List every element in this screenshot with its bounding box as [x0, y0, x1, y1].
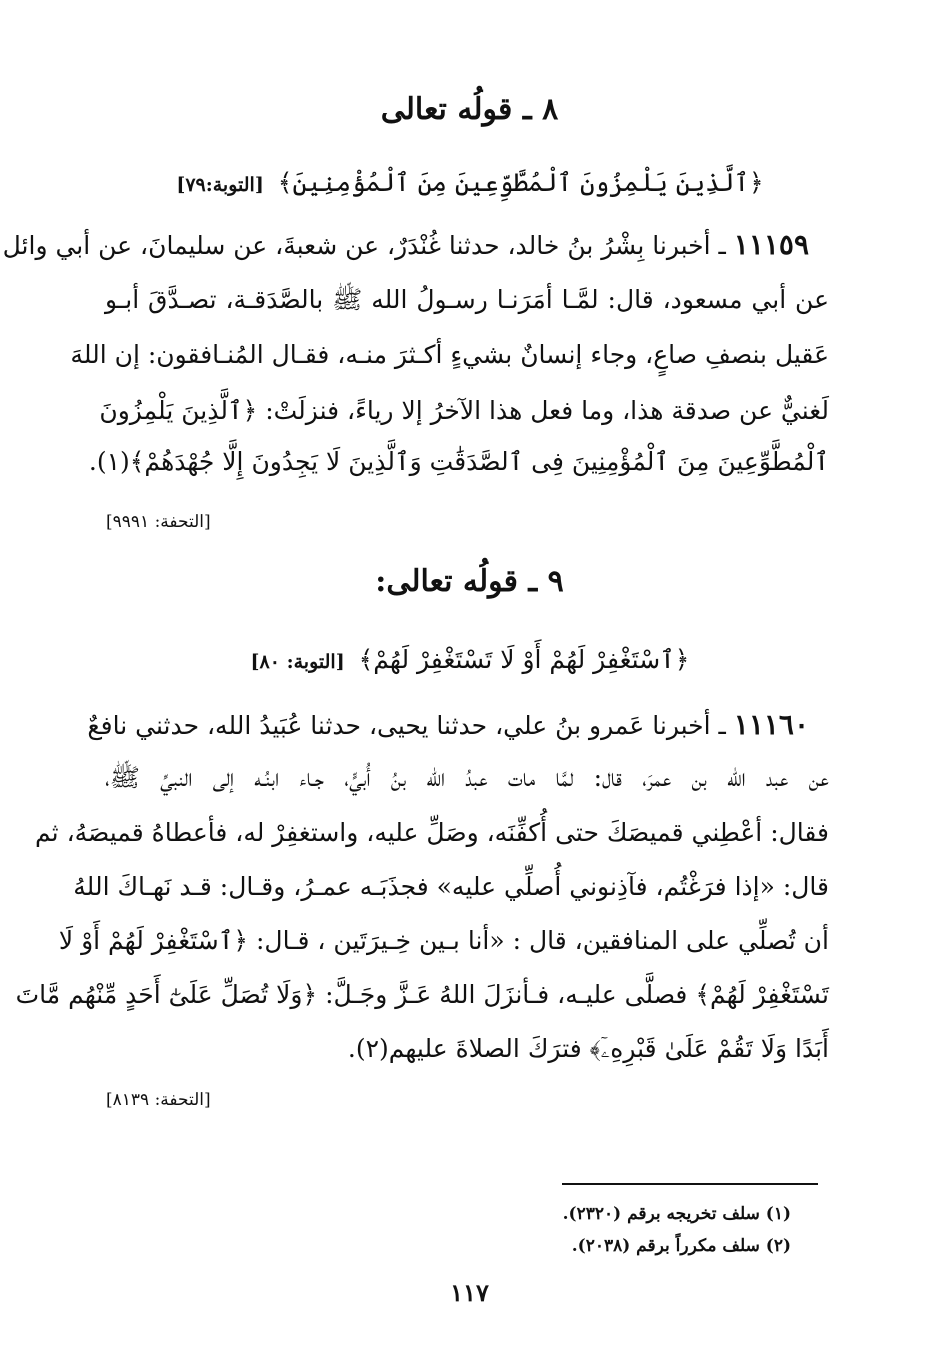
- hadith-line: أن تُصلِّي على المنافقين، قال : «أنا بـين خِـيرَتَين ، قـال: ﴿ٱسْتَغْفِرْ لَهُمْ أَوْ لَا: [58, 926, 829, 955]
- verse-text: ﴿ٱلَّذِينَ يَلْمِزُونَ ٱلْمُطَّوِّعِينَ مِنَ ٱلْمُؤْمِنِينَ﴾: [277, 168, 764, 197]
- tuhfa-reference: [التحفة: ٨١٣٩]: [106, 1090, 211, 1110]
- footnote: (١) سلف تخريجه برقم (٢٣٢٠).: [562, 1204, 791, 1224]
- quran-verse: [100, 168, 840, 197]
- hadith-line: عن عبد الله بن عمرَ، قال: لمَّا مات عبدُ الله بنُ أُبيٍّ، جـاء ابنُـه إلى النبيِّ ﷺ،: [105, 763, 829, 792]
- verse-reference: [التوبة: ٨٠]: [250, 651, 345, 673]
- verse-reference: [التوبة:٧٩]: [176, 174, 264, 196]
- section-heading: ٩ ـ قولُه تعالى:: [375, 564, 564, 599]
- hadith-number: ١١١٦٠: [733, 708, 809, 741]
- hadith-line: فقال: أعْطِني قميصَكَ حتى أُكفِّنَه، وصَلِّ عليه، واستغفِرْ له، فأعطاهُ قميصَهُ، ثم: [35, 818, 829, 847]
- footnote-divider: [562, 1183, 818, 1185]
- footnote: (٢) سلف مكرراً برقم (٢٠٣٨).: [571, 1236, 791, 1256]
- tuhfa-reference: [التحفة: ٩٩٩١]: [106, 512, 211, 532]
- section-heading: ٨ ـ قولُه تعالى: [380, 92, 559, 127]
- quran-verse: [100, 645, 840, 674]
- hadith-line: [2, 228, 809, 261]
- verse-text: ﴿ٱسْتَغْفِرْ لَهُمْ أَوْ لَا تَسْتَغْفِرْ لَهُمْ﴾: [358, 645, 690, 674]
- hadith-line: عن أبي مسعود، قال: لمَّـا أمَرَنـا رسـولُ الله ﷺ بالصَّدَقـة، تصـدَّقَ أبـو: [105, 285, 829, 314]
- hadith-number: ١١١٥٩: [733, 228, 809, 261]
- hadith-line: تَسْتَغْفِرْ لَهُمْ﴾ فصلَّى عليـه، فـأنزَلَ اللهُ عَـزَّ وجَـلَّ: ﴿وَلَا تُصَلِّ عَلَىٰٓ أَحَدٍ مِّنْهُم مَّاتَ: [15, 980, 829, 1009]
- hadith-line: قال: «إذا فرَغْتُم، فآذِنوني أُصلِّي عليه» فجذَبَـه عمـرُ، وقـال: قـد نَهـاكَ اللهُ: [73, 872, 829, 901]
- hadith-line: [87, 708, 809, 741]
- hadith-line: ٱلْمُطَّوِّعِينَ مِنَ ٱلْمُؤْمِنِينَ فِى ٱلصَّدَقَٰتِ وَٱلَّذِينَ لَا يَجِدُونَ إِلَّا جُهْدَهُمْ﴾(١).: [88, 447, 829, 476]
- page-number: ١١٧: [450, 1278, 489, 1307]
- hadith-text: ـ أخبرنا بِشْرُ بنُ خالد، حدثنا غُنْدَرٌ، عن شعبةَ، عن سليمانَ، عن أبي وائل: [2, 231, 726, 260]
- hadith-line: لَغنيٌّ عن صدقة هذا، وما فعل هذا الآخرُ إلا رياءً، فنزلَتْ: ﴿ٱلَّذِينَ يَلْمِزُونَ: [99, 396, 829, 425]
- hadith-line: أَبَدًا وَلَا تَقُمْ عَلَىٰ قَبْرِهِۦٓ﴾ فترَكَ الصلاةَ عليهم(٢).: [347, 1034, 829, 1063]
- hadith-line: عَقيل بنصفِ صاعٍ، وجاء إنسانٌ بشيءٍ أكـثرَ منـه، فقـال المُنـافقون: إن اللهَ: [70, 340, 829, 369]
- hadith-text: ـ أخبرنا عَمرو بنُ علي، حدثنا يحيى، حدثنا عُبَيدُ الله، حدثني نافعٌ: [87, 711, 726, 740]
